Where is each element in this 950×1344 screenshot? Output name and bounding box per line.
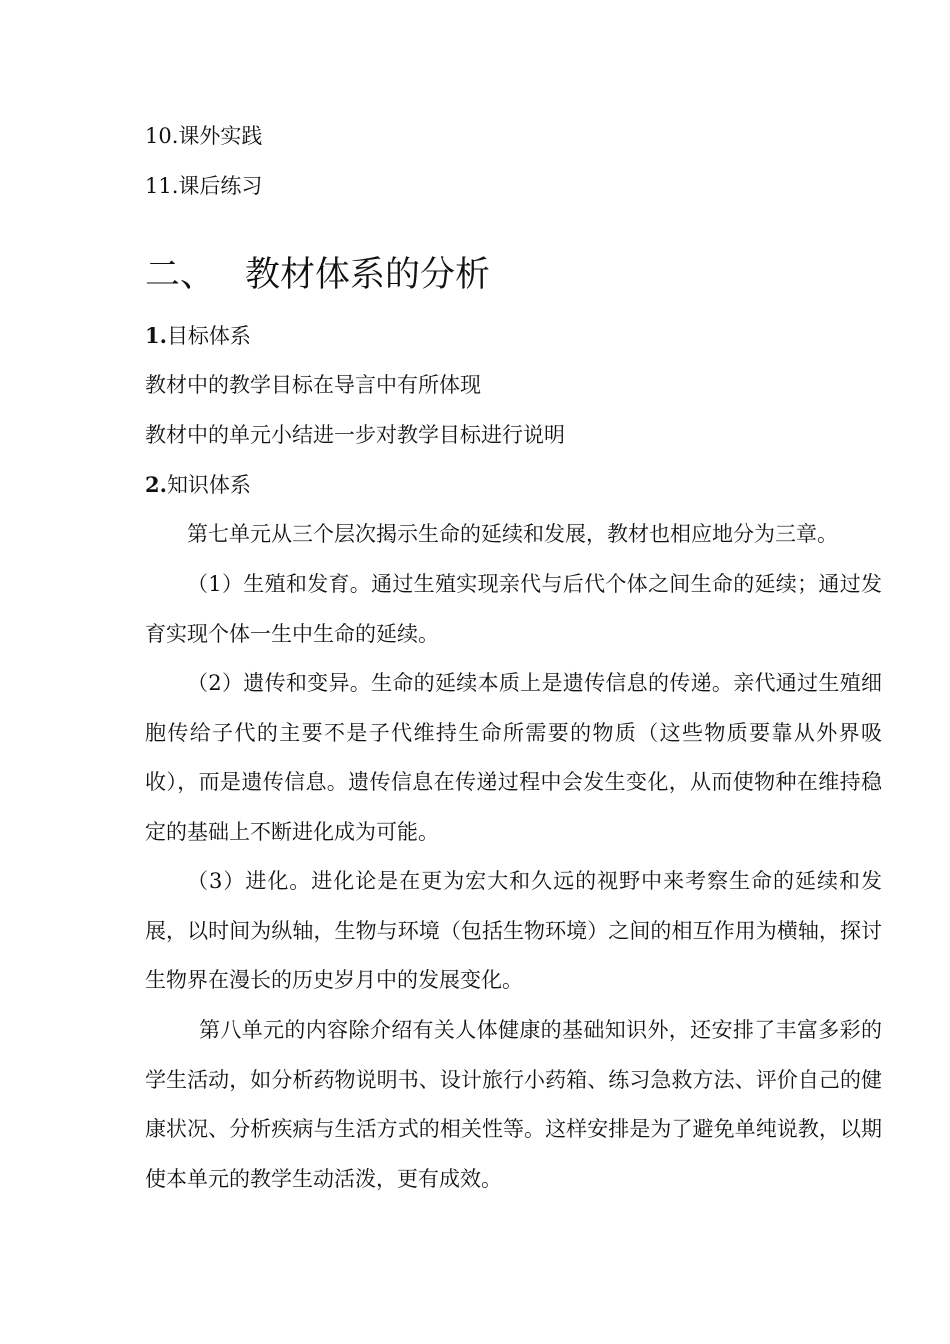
knowledge-system-number: 2. (145, 472, 167, 497)
section-title: 教材体系的分析 (245, 255, 491, 295)
list-item-text: 课外实践 (178, 124, 263, 148)
knowledge-system-heading (145, 471, 251, 499)
knowledge-paragraph-unit-8: 第八单元的内容除介绍有关人体健康的基础知识外，还安排了丰富多彩的学生活动，如分析药物说明书、设计旅行小药箱、练习急救方法、评价自己的健康状况、分析疾病与生活方式的相关性等。这样安排是为了避免单纯说教，以期使本单元的教学生动活泼，更有成效。 (145, 1018, 882, 1191)
goal-system-heading (145, 322, 251, 350)
knowledge-paragraph-3: （3）进化。进化论是在更为宏大和久远的视野中来考察生命的延续和发展，以时间为纵轴，生物与环境（包括生物环境）之间的相互作用为横轴，探讨生物界在漫长的历史岁月中的发展变化。 (145, 869, 882, 992)
list-item-text: 课后练习 (178, 174, 263, 198)
goal-system-line-2: 教材中的单元小结进一步对教学目标进行说明 (145, 423, 565, 447)
knowledge-paragraph-intro: 第七单元从三个层次揭示生命的延续和发展，教材也相应地分为三章。 (187, 522, 838, 546)
goal-system-line-1: 教材中的教学目标在导言中有所体现 (145, 373, 481, 397)
goal-system-title: 目标体系 (166, 324, 251, 348)
knowledge-paragraph-2: （2）遗传和变异。生命的延续本质上是遗传信息的传递。亲代通过生殖细胞传给子代的主要不是子代维持生命所需要的物质（这些物质要靠从外界吸收），而是遗传信息。遗传信息在传递过程中会发生变化，从而使物种在维持稳定的基础上不断进化成为可能。 (145, 671, 882, 844)
knowledge-system-title: 知识体系 (166, 473, 251, 497)
goal-system-number: 1. (145, 323, 167, 348)
list-item-11 (145, 172, 262, 200)
knowledge-paragraph-1: （1）生殖和发育。通过生殖实现亲代与后代个体之间生命的延续；通过发育实现个体一生中生命的延续。 (145, 572, 882, 646)
list-item-10 (145, 122, 262, 150)
section-number: 二、 (145, 255, 216, 295)
list-item-number: 11. (145, 174, 179, 198)
list-item-number: 10. (145, 124, 179, 148)
section-heading (145, 254, 490, 296)
